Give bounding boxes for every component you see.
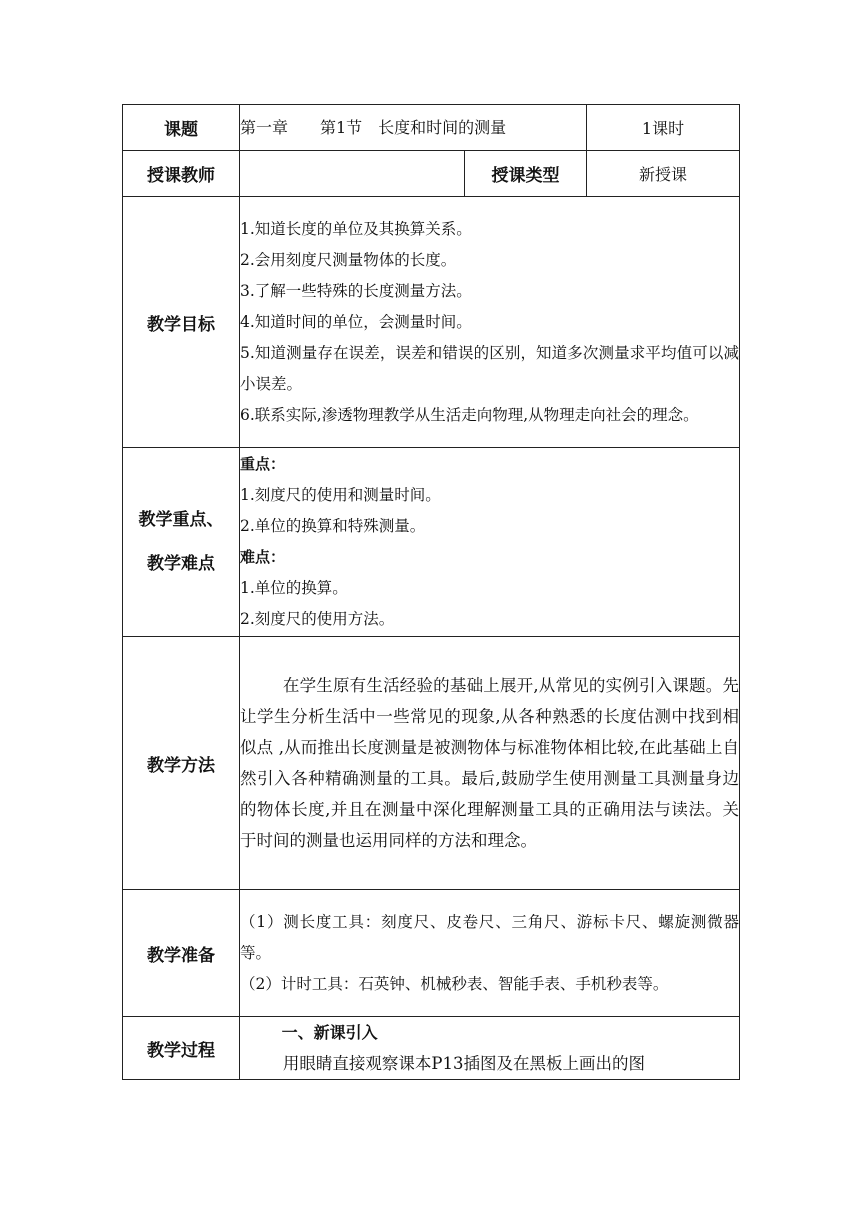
difficult-heading: 难点： xyxy=(240,548,286,566)
method-label: 教学方法 xyxy=(123,637,240,890)
method-content xyxy=(240,637,740,890)
objective-item: 6.联系实际,渗透物理教学从生活走向物理,从物理走向社会的理念。 xyxy=(240,405,699,424)
key-points-label-line1: 教学重点、 xyxy=(138,510,224,530)
process-label: 教学过程 xyxy=(123,1017,240,1080)
preparation-item: （2）计时工具：石英钟、机械秒表、智能手表、手机秒表等。 xyxy=(240,974,669,993)
process-text: 用眼睛直接观察课本P13插图及在黑板上画出的图 xyxy=(282,1054,645,1073)
key-heading: 重点： xyxy=(240,455,286,473)
objective-item: 4.知道时间的单位，会测量时间。 xyxy=(240,312,472,331)
lesson-plan-table xyxy=(122,104,740,1080)
objective-item: 1.知道长度的单位及其换算关系。 xyxy=(240,219,472,238)
method-text: 在学生原有生活经验的基础上展开,从常见的实例引入课题。先让学生分析生活中一些常见的现象,从各种熟悉的长度估测中找到相似点 ,从而推出长度测量是被测物体与标准物体相比较,在此基础上自然引入各种精确测量的工具。最后,鼓励学生使用测量工具测量身边的物体长度,并且在测量中深化理解测量工具的正确用法与读法。关于时间的测量也运用同样的方法和理念。 xyxy=(240,676,739,850)
objective-item: 2.会用刻度尺测量物体的长度。 xyxy=(240,250,457,269)
objective-item: 5.知道测量存在误差，误差和错误的区别，知道多次测量求平均值可以减小误差。 xyxy=(240,343,739,393)
method-row xyxy=(123,637,740,890)
objectives-label: 教学目标 xyxy=(123,197,240,448)
preparation-row xyxy=(123,890,740,1017)
teacher-label: 授课教师 xyxy=(123,151,240,197)
difficult-item: 2.刻度尺的使用方法。 xyxy=(240,610,395,628)
topic-row xyxy=(123,105,740,151)
preparation-content xyxy=(240,890,740,1017)
key-item: 2.单位的换算和特殊测量。 xyxy=(240,517,426,535)
topic-value: 第一章 第1节 长度和时间的测量 xyxy=(240,105,587,151)
topic-hours: 1课时 xyxy=(587,105,740,151)
key-points-content xyxy=(240,448,740,637)
objectives-row xyxy=(123,197,740,448)
process-row xyxy=(123,1017,740,1080)
difficult-item: 1.单位的换算。 xyxy=(240,579,348,597)
key-points-label xyxy=(123,448,240,637)
preparation-item: （1）测长度工具：刻度尺、皮卷尺、三角尺、游标卡尺、螺旋测微器等。 xyxy=(240,912,739,962)
topic-label: 课题 xyxy=(123,105,240,151)
key-item: 1.刻度尺的使用和测量时间。 xyxy=(240,486,441,504)
process-heading: 一、新课引入 xyxy=(281,1023,378,1042)
teacher-row xyxy=(123,151,740,197)
key-points-label-line2: 教学难点 xyxy=(147,554,215,574)
objectives-content xyxy=(240,197,740,448)
process-content xyxy=(240,1017,740,1080)
preparation-label: 教学准备 xyxy=(123,890,240,1017)
key-points-row xyxy=(123,448,740,637)
lesson-type-value: 新授课 xyxy=(587,151,740,197)
objective-item: 3.了解一些特殊的长度测量方法。 xyxy=(240,281,472,300)
teacher-value xyxy=(240,151,465,197)
lesson-type-label: 授课类型 xyxy=(465,151,587,197)
